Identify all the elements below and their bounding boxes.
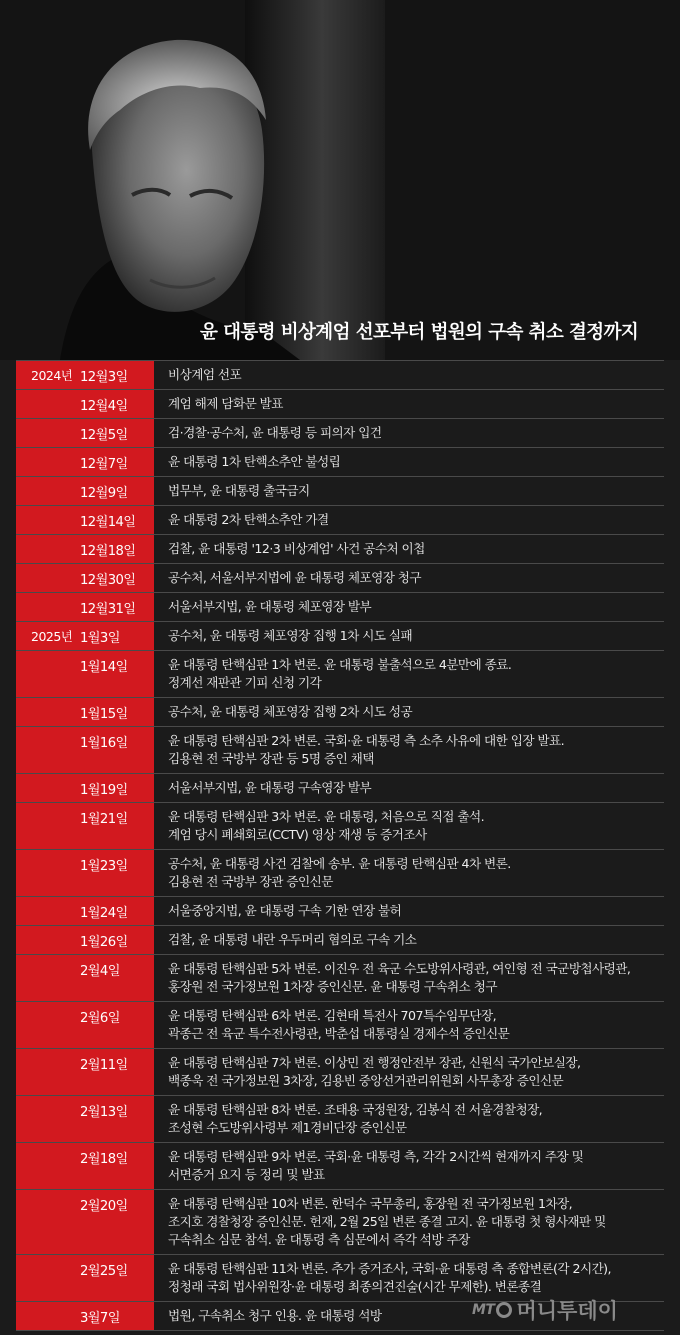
timeline-row: [16, 1049, 664, 1096]
timeline-event-line: 정계선 재판관 기피 신청 기각: [168, 675, 322, 690]
timeline-event: [154, 622, 664, 650]
timeline-row: [16, 803, 664, 850]
timeline-date: 1월3일: [80, 631, 120, 646]
timeline-row: [16, 774, 664, 803]
timeline-event-line: 홍장원 전 국가정보원 1차장 증인신문. 윤 대통령 구속취소 청구: [168, 979, 497, 994]
timeline-row: [16, 727, 664, 774]
timeline-date: 2월20일: [80, 1199, 128, 1214]
timeline-event-line: 윤 대통령 탄핵심판 5차 변론. 이진우 전 육군 수도방위사령관, 여인형 전 국군방첩사령관,: [168, 961, 631, 976]
timeline-year: 2024년: [31, 368, 73, 383]
timeline-event: [154, 361, 664, 389]
timeline-row: [16, 850, 664, 897]
timeline-date: 2월18일: [80, 1152, 128, 1167]
timeline-event-line: 조지호 경찰청장 증인신문. 헌재, 2월 25일 변론 종결 고지. 윤 대통령 첫 형사재판 및: [168, 1214, 606, 1229]
timeline-event: [154, 477, 664, 505]
timeline-date: 1월16일: [80, 736, 128, 751]
timeline-event-line: 법원, 구속취소 청구 인용. 윤 대통령 석방: [168, 1308, 382, 1323]
timeline-date: 12월7일: [80, 457, 128, 472]
timeline-date: 1월15일: [80, 707, 128, 722]
timeline-event-line: 검찰, 윤 대통령 '12·3 비상계엄' 사건 공수처 이첩: [168, 541, 425, 556]
timeline-event-line: 윤 대통령 탄핵심판 1차 변론. 윤 대통령 불출석으로 4분만에 종료.: [168, 657, 512, 672]
timeline-row: [16, 593, 664, 622]
timeline-event: [154, 448, 664, 476]
timeline-date: 2월13일: [80, 1105, 128, 1120]
timeline-event: [154, 419, 664, 447]
timeline-event: [154, 506, 664, 534]
timeline-event: [154, 803, 664, 849]
timeline-date: 12월30일: [80, 573, 136, 588]
timeline-event: [154, 1049, 664, 1095]
timeline-date: 2월6일: [80, 1011, 120, 1026]
timeline-event-line: 윤 대통령 탄핵심판 9차 변론. 국회·윤 대통령 측, 각각 2시간씩 현재까지 주장 및: [168, 1149, 584, 1164]
logo-mt: MT: [472, 1302, 495, 1318]
timeline-date: 12월5일: [80, 428, 128, 443]
timeline-row: [16, 651, 664, 698]
timeline-event-line: 윤 대통령 탄핵심판 11차 변론. 추가 증거조사, 국회·윤 대통령 측 종합변론(각 2시간),: [168, 1261, 611, 1276]
logo-name: 머니투데이: [516, 1299, 618, 1323]
timeline-event: [154, 774, 664, 802]
portrait-silhouette: [0, 0, 680, 360]
timeline-event-line: 비상계엄 선포: [168, 367, 242, 382]
timeline-event-line: 검·경찰·공수처, 윤 대통령 등 피의자 입건: [168, 425, 382, 440]
timeline-event-line: 윤 대통령 탄핵심판 8차 변론. 조태용 국정원장, 김봉식 전 서울경찰청장,: [168, 1102, 543, 1117]
timeline-event-line: 법무부, 윤 대통령 출국금지: [168, 483, 310, 498]
timeline-row: [16, 698, 664, 727]
timeline-row: [16, 360, 664, 390]
timeline-event: [154, 390, 664, 418]
timeline-row: [16, 390, 664, 419]
timeline-date: 12월3일: [80, 370, 128, 385]
timeline-event-line: 공수처, 서울서부지법에 윤 대통령 체포영장 청구: [168, 570, 422, 585]
timeline-date: 1월23일: [80, 859, 128, 874]
timeline-date: 1월21일: [80, 812, 128, 827]
timeline-date: 2월11일: [80, 1058, 128, 1073]
timeline-event-line: 윤 대통령 탄핵심판 6차 변론. 김현태 특전사 707특수임무단장,: [168, 1008, 497, 1023]
timeline-event-line: 백종욱 전 국가정보원 3차장, 김용빈 중앙선거관리위원회 사무총장 증인신문: [168, 1073, 564, 1088]
timeline-event-line: 공수처, 윤 대통령 사건 검찰에 송부. 윤 대통령 탄핵심판 4차 변론.: [168, 856, 511, 871]
timeline-row: [16, 477, 664, 506]
timeline-event: [154, 1002, 664, 1048]
timeline-date: 2월4일: [80, 964, 120, 979]
timeline-date: 1월19일: [80, 783, 128, 798]
timeline-event-line: 공수처, 윤 대통령 체포영장 집행 2차 시도 성공: [168, 704, 413, 719]
timeline-date: 1월14일: [80, 660, 128, 675]
timeline-event-line: 윤 대통령 2차 탄핵소추안 가결: [168, 512, 329, 527]
timeline-row: [16, 955, 664, 1002]
timeline-date: 1월24일: [80, 906, 128, 921]
logo-circle-icon: [496, 1302, 512, 1318]
timeline-event-line: 서울중앙지법, 윤 대통령 구속 기한 연장 불허: [168, 903, 402, 918]
timeline-row: [16, 1096, 664, 1143]
timeline-event-line: 곽종근 전 육군 특수전사령관, 박춘섭 대통령실 경제수석 증인신문: [168, 1026, 510, 1041]
timeline-event-line: 구속취소 심문 참석. 윤 대통령 측 심문에서 즉각 석방 주장: [168, 1232, 470, 1247]
timeline-event-line: 서울서부지법, 윤 대통령 구속영장 발부: [168, 780, 372, 795]
timeline-event: [154, 1190, 664, 1254]
timeline-event: [154, 850, 664, 896]
timeline-row: [16, 448, 664, 477]
timeline-event: [154, 926, 664, 954]
timeline-row: [16, 1002, 664, 1049]
timeline-date: 2월25일: [80, 1264, 128, 1279]
timeline-event: [154, 593, 664, 621]
timeline-year: 2025년: [31, 629, 73, 644]
timeline-date: 1월26일: [80, 935, 128, 950]
timeline-row: [16, 926, 664, 955]
timeline: [16, 360, 664, 1331]
timeline-date: 12월9일: [80, 486, 128, 501]
timeline-event-line: 정청래 국회 법사위원장·윤 대통령 최종의견진술(시간 무제한). 변론종결: [168, 1279, 542, 1294]
timeline-row: [16, 622, 664, 651]
timeline-event-line: 김용현 전 국방부 장관 증인신문: [168, 874, 333, 889]
timeline-date: 3월7일: [80, 1311, 120, 1326]
timeline-event-line: 서울서부지법, 윤 대통령 체포영장 발부: [168, 599, 372, 614]
timeline-event: [154, 897, 664, 925]
timeline-event-line: 윤 대통령 탄핵심판 10차 변론. 한덕수 국무총리, 홍장원 전 국가정보원 1차장,: [168, 1196, 573, 1211]
portrait-photo: [0, 0, 680, 360]
timeline-event-line: 윤 대통령 탄핵심판 2차 변론. 국회·윤 대통령 측 소추 사유에 대한 입장 발표.: [168, 733, 565, 748]
timeline-event: [154, 1143, 664, 1189]
timeline-row: [16, 897, 664, 926]
timeline-event: [154, 535, 664, 563]
timeline-event-line: 김용현 전 국방부 장관 등 5명 증인 채택: [168, 751, 374, 766]
timeline-row: [16, 419, 664, 448]
timeline-event-line: 공수처, 윤 대통령 체포영장 집행 1차 시도 실패: [168, 628, 413, 643]
timeline-event-line: 윤 대통령 탄핵심판 7차 변론. 이상민 전 행정안전부 장관, 신원식 국가안보실장,: [168, 1055, 581, 1070]
timeline-event-line: 계엄 해제 담화문 발표: [168, 396, 283, 411]
timeline-event-line: 조성현 수도방위사령부 제1경비단장 증인신문: [168, 1120, 407, 1135]
timeline-event-line: 계엄 당시 폐쇄회로(CCTV) 영상 재생 등 증거조사: [168, 827, 427, 842]
timeline-row: [16, 506, 664, 535]
timeline-event: [154, 1096, 664, 1142]
timeline-event-line: 서면증거 요지 등 정리 및 발표: [168, 1167, 325, 1182]
timeline-row: [16, 1190, 664, 1255]
timeline-row: [16, 1143, 664, 1190]
timeline-date: 12월4일: [80, 399, 128, 414]
timeline-row: [16, 535, 664, 564]
timeline-event: [154, 564, 664, 592]
publisher-logo: [472, 1297, 618, 1323]
timeline-date: 12월18일: [80, 544, 136, 559]
timeline-event: [154, 727, 664, 773]
timeline-date: 12월31일: [80, 602, 136, 617]
timeline-event-line: 윤 대통령 탄핵심판 3차 변론. 윤 대통령, 처음으로 직접 출석.: [168, 809, 485, 824]
timeline-event-line: 검찰, 윤 대통령 내란 우두머리 혐의로 구속 기소: [168, 932, 417, 947]
timeline-event-line: 윤 대통령 1차 탄핵소추안 불성립: [168, 454, 341, 469]
timeline-event: [154, 651, 664, 697]
timeline-event: [154, 955, 664, 1001]
timeline-row: [16, 564, 664, 593]
timeline-event: [154, 698, 664, 726]
timeline-date: 12월14일: [80, 515, 136, 530]
headline: 윤 대통령 비상계엄 선포부터 법원의 구속 취소 결정까지: [200, 322, 639, 343]
